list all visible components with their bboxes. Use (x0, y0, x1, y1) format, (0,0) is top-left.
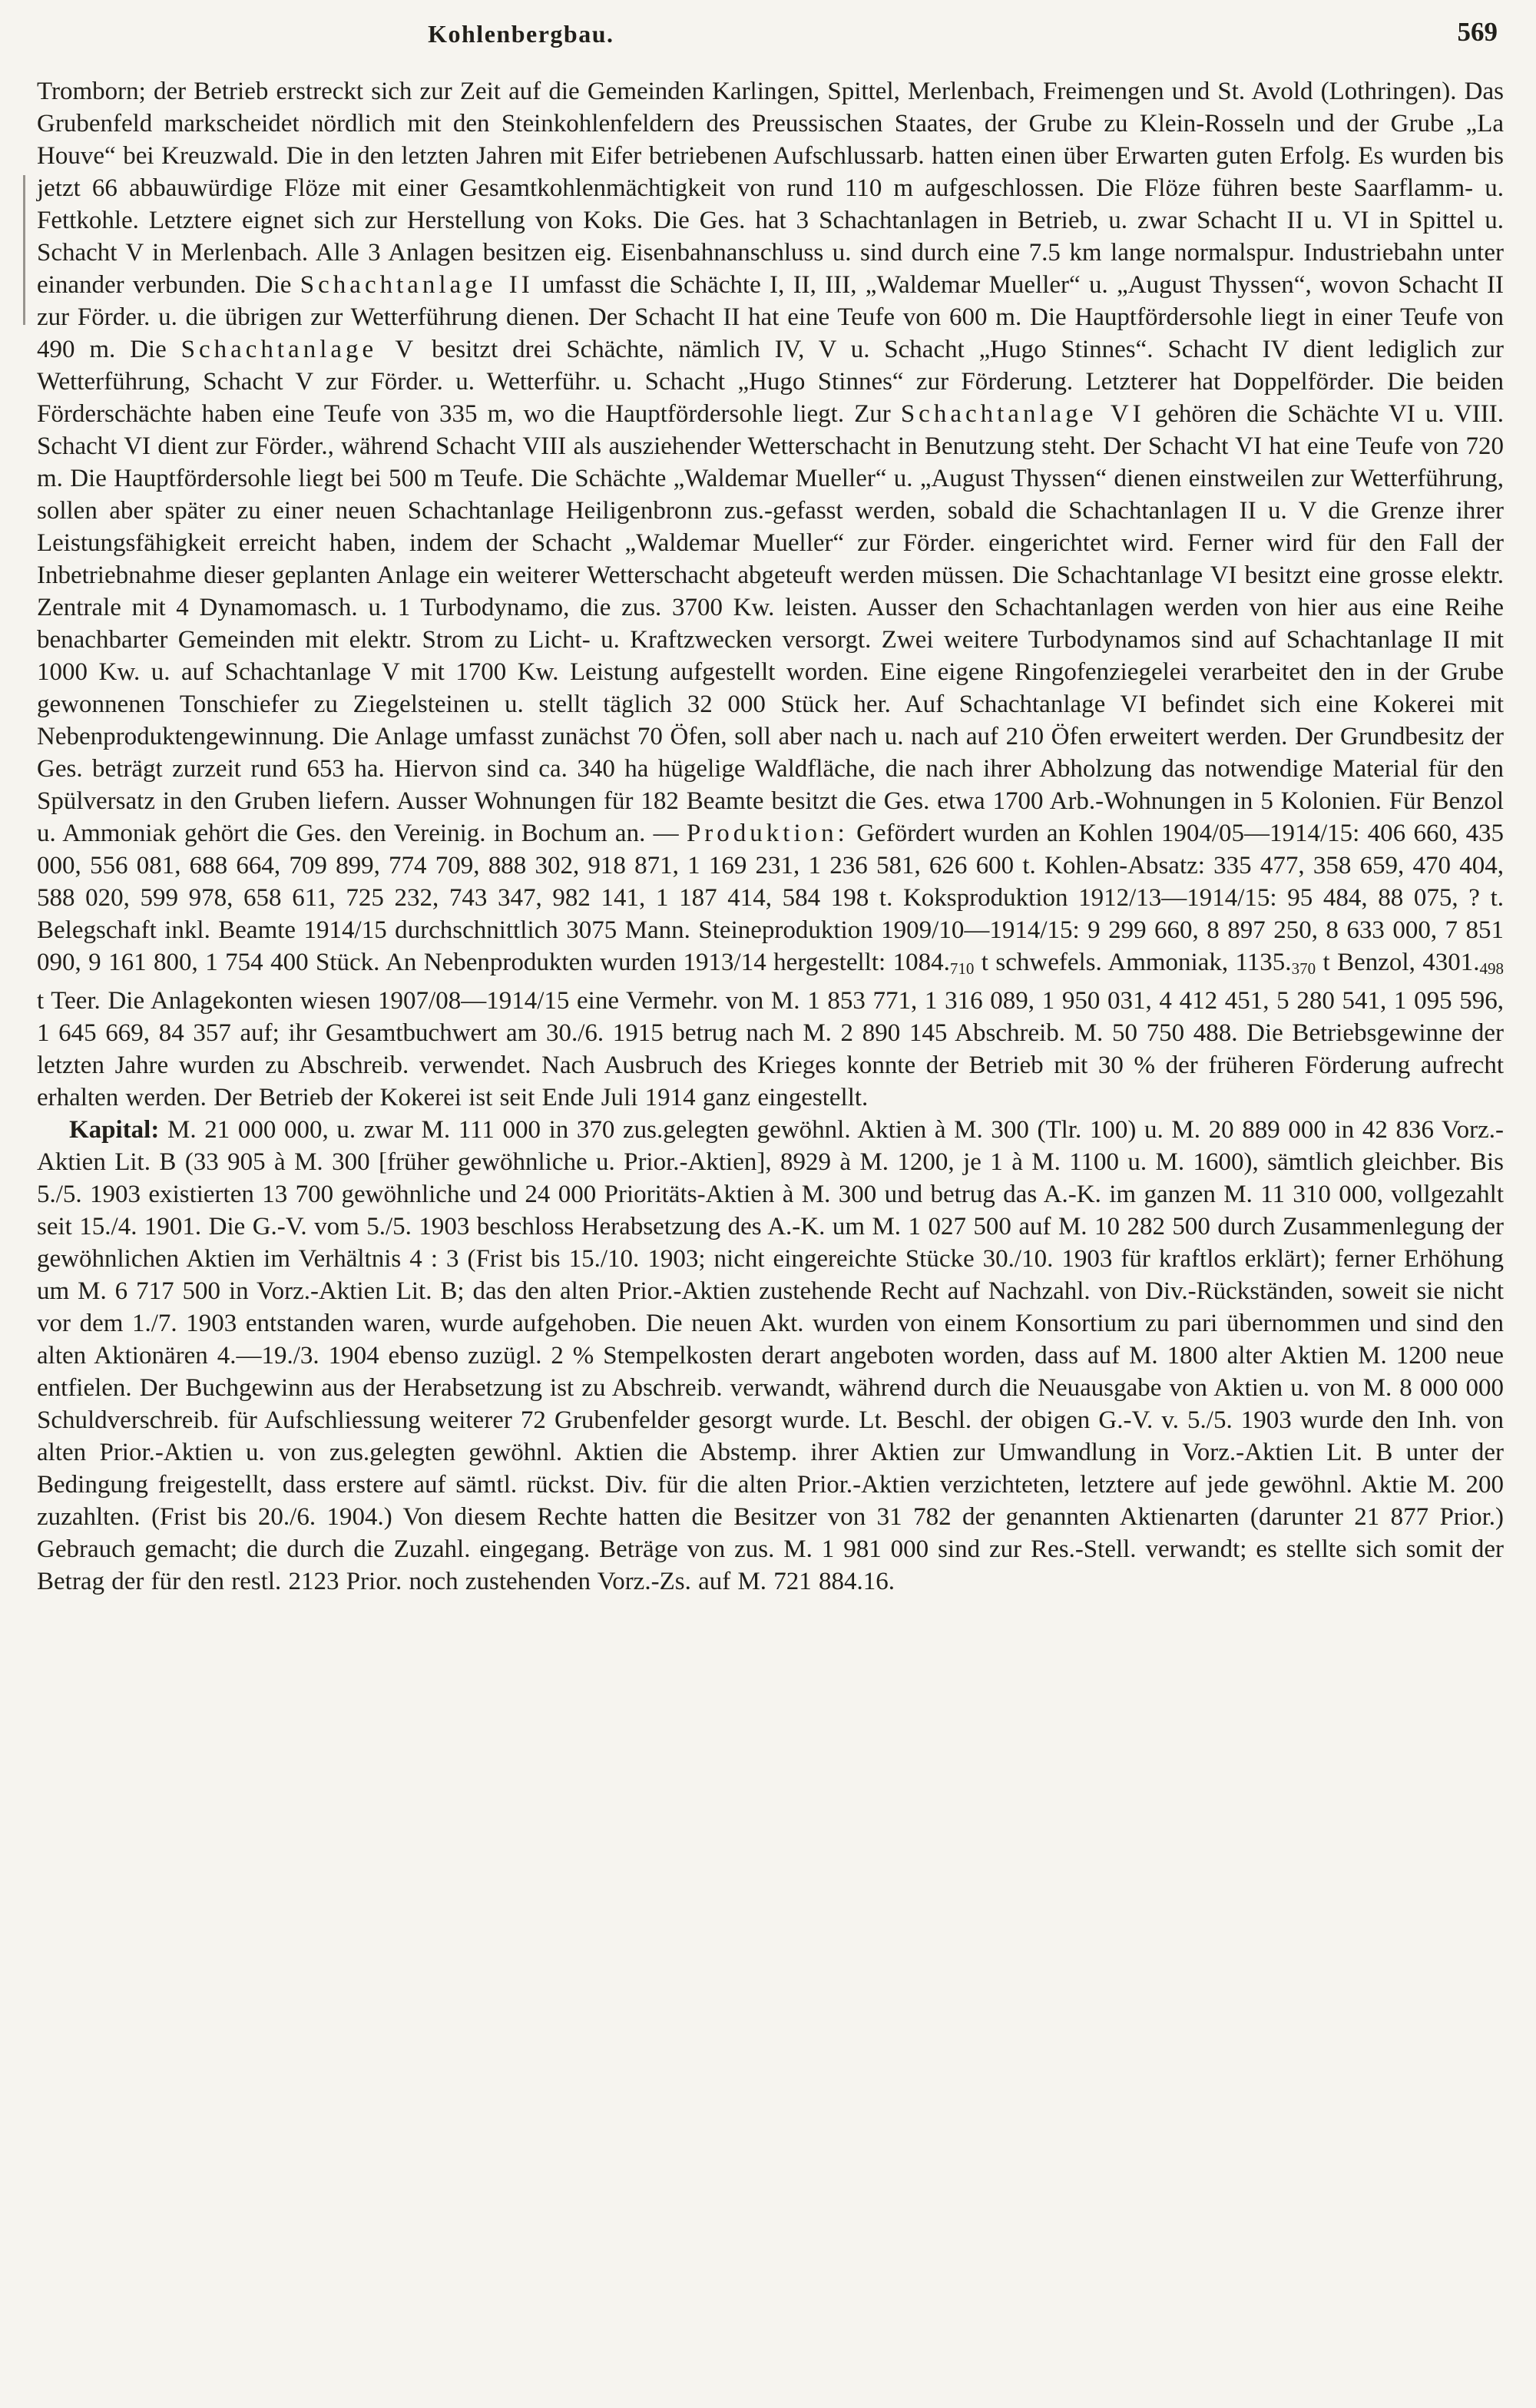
page-title: Kohlenbergbau. (428, 20, 614, 48)
text-run-spaced: Produktion: (686, 820, 849, 847)
paragraph-tromborn (37, 75, 1504, 1114)
body-text (37, 75, 1504, 1598)
text-run-sub: 370 (1291, 959, 1316, 978)
text-run-sub: 710 (949, 959, 975, 978)
text-run: t schwefels. Ammoniak, 1135. (974, 949, 1292, 976)
text-run: umfasst die Schächte I, II, III, „Waldemar Mueller“ u. „August Thyssen“, wovon Schacht II zur Förder. u. die übrigen zur Wetterführung dienen. Der Schacht II hat eine Teufe von 600 m. Die Hauptfördersohle liegt in einer Teufe von 490 m. Die (37, 271, 1504, 363)
page-number: 569 (1457, 17, 1498, 47)
text-run: t Benzol, 4301. (1316, 949, 1480, 976)
text-run: Gefördert wurden an Kohlen 1904/05—1914/15: 406 660, 435 000, 556 081, 688 664, 709 899, 774 709, 888 302, 918 871, 1 169 231, 1 236 581, 626 600 t. Kohlen-Absatz: 335 477, 358 659, 470 404, 588 020, 599 978, 658 611, 725 232, 743 347, 982 141, 1 187 414, 584 198 t. Koksproduktion 1912/13—1914/15: 95 484, 88 075, ? t. Belegschaft inkl. Beamte 1914/15 durchschnittlich 3075 Mann. Steineproduktion 1909/10—1914/15: 9 299 660, 8 897 250, 8 633 000, 7 851 090, 9 161 800, 1 754 400 Stück. An Nebenprodukten wurden 1913/14 hergestellt: 1084. (37, 820, 1505, 976)
text-run: besitzt drei Schächte, nämlich IV, V u. Schacht „Hugo Stinnes“. Schacht IV dient lediglich zur Wetterführung, Schacht V zur Förder. u. Wetterführ. u. Schacht „Hugo Stinnes“ zur Förderung. Letzterer hat Doppelförder. Die beiden Förderschächte haben eine Teufe von 335 m, wo die Hauptfördersohle liegt. Zur (37, 336, 1504, 428)
text-run: t Teer. Die Anlagekonten wiesen 1907/08—1914/15 eine Vermehr. von M. 1 853 771, 1 316 089, 1 950 031, 4 412 451, 5 280 541, 1 095 596, 1 645 669, 84 357 auf; ihr Gesamtbuchwert am 30./6. 1915 betrug nach M. 2 890 145 Abschreib. M. 50 750 488. Die Betriebsgewinne der letzten Jahre wurden zu Abschreib. verwendet. Nach Ausbruch des Krieges konnte der Betrieb mit 30 % der früheren Förderung aufrecht erhalten werden. Der Betrieb der Kokerei ist seit Ende Juli 1914 ganz eingestellt. (37, 987, 1504, 1111)
paragraph-kapital (37, 1114, 1504, 1598)
text-run-sub: 498 (1479, 959, 1504, 978)
text-run-spaced: Schachtanlage V (180, 336, 418, 363)
scan-artifact-line (23, 175, 25, 325)
text-run-spaced: Schachtanlage VI (900, 400, 1145, 428)
text-run-spaced: Schachtanlage II (300, 271, 534, 299)
running-header (37, 17, 1504, 58)
text-run-bold: Kapital: (69, 1116, 160, 1144)
text-run: Tromborn; der Betrieb erstreckt sich zur Zeit auf die Gemeinden Karlingen, Spittel, Merlenbach, Freimengen und St. Avold (Lothringen). Das Grubenfeld markscheidet nördlich mit den Steinkohlenfeldern des Preussischen Staates, der Grube zu Klein-Rosseln und der Grube „La Houve“ bei Kreuzwald. Die in den letzten Jahren mit Eifer betriebenen Aufschlussarb. hatten einen über Erwarten guten Erfolg. Es wurden bis jetzt 66 abbauwürdige Flöze mit einer Gesamtkohlenmächtigkeit von rund 110 m aufgeschlossen. Die Flöze führen beste Saarflamm- u. Fettkohle. Letztere eignet sich zur Herstellung von Koks. Die Ges. hat 3 Schachtanlagen in Betrieb, u. zwar Schacht II u. VI in Spittel u. Schacht V in Merlenbach. Alle 3 Anlagen besitzen eig. Eisenbahnanschluss u. sind durch eine 7.5 km lange normalspur. Industriebahn unter einander verbunden. Die (37, 78, 1504, 299)
text-run: M. 21 000 000, u. zwar M. 111 000 in 370 zus.gelegten gewöhnl. Aktien à M. 300 (Tlr. 100) u. M. 20 889 000 in 42 836 Vorz.-Aktien Lit. B (33 905 à M. 300 [früher gewöhnliche u. Prior.-Aktien], 8929 à M. 1200, je 1 à M. 1100 u. M. 1600), sämtlich gleichber. Bis 5./5. 1903 existierten 13 700 gewöhnliche und 24 000 Prioritäts-Aktien à M. 300 und betrug das A.-K. im ganzen M. 11 310 000, vollgezahlt seit 15./4. 1901. Die G.-V. vom 5./5. 1903 beschloss Herabsetzung des A.-K. um M. 1 027 500 auf M. 10 282 500 durch Zusammenlegung der gewöhnlichen Aktien im Verhältnis 4 : 3 (Frist bis 15./10. 1903; nicht eingereichte Stücke 30./10. 1903 für kraftlos erklärt); ferner Erhöhung um M. 6 717 500 in Vorz.-Aktien Lit. B; das den alten Prior.-Aktien zustehende Recht auf Nachzahl. von Div.-Rückständen, soweit sie nicht vor dem 1./7. 1903 entstanden waren, wurde aufgehoben. Die neuen Akt. wurden von einem Konsortium zu pari übernommen und sind den alten Aktionären 4.—19./3. 1904 ebenso zuzügl. 2 % Stempelkosten derart angeboten worden, dass auf M. 1800 alter Aktien M. 1200 neue entfielen. Der Buchgewinn aus der Herabsetzung ist zu Abschreib. verwandt, während durch die Neuausgabe von Aktien u. von M. 8 000 000 Schuldverschreib. für Aufschliessung weiterer 72 Grubenfelder gesorgt wurde. Lt. Beschl. der obigen G.-V. v. 5./5. 1903 wurde den Inh. von alten Prior.-Aktien u. von zus.gelegten gewöhnl. Aktien die Abstemp. ihrer Aktien zur Umwandlung in Vorz.-Aktien Lit. B unter der Bedingung freigestellt, dass erstere auf sämtl. rückst. Div. für die alten Prior.-Aktien verzichteten, letztere auf jede gewöhnl. Aktie M. 200 zuzahlten. (Frist bis 20./6. 1904.) Von diesem Rechte hatten die Besitzer von 31 782 der genannten Aktienarten (darunter 21 877 Prior.) Gebrauch gemacht; die durch die Zuzahl. eingegang. Beträge von zus. M. 1 981 000 sind zur Res.-Stell. verwandt; es stellte sich somit der Betrag der für den restl. 2123 Prior. noch zustehenden Vorz.-Zs. auf M. 721 884.16. (37, 1116, 1504, 1595)
text-run: gehören die Schächte VI u. VIII. Schacht VI dient zur Förder., während Schacht VIII als ausziehender Wetterschacht in Benutzung steht. Der Schacht VI hat eine Teufe von 720 m. Die Hauptfördersohle liegt bei 500 m Teufe. Die Schächte „Waldemar Mueller“ u. „August Thyssen“ dienen einstweilen zur Wetterführung, sollen aber später zu einer neuen Schachtanlage Heiligenbronn zus.-gefasst werden, sobald die Schachtanlagen II u. V die Grenze ihrer Leistungsfähigkeit erreicht haben, indem der Schacht „Waldemar Mueller“ zur Förder. eingerichtet wird. Ferner wird für den Fall der Inbetriebnahme dieser geplanten Anlage ein weiterer Wetterschacht abgeteuft werden müssen. Die Schachtanlage VI besitzt eine grosse elektr. Zentrale mit 4 Dynamomasch. u. 1 Turbodynamo, die zus. 3700 Kw. leisten. Ausser den Schachtanlagen werden von hier aus eine Reihe benachbarter Gemeinden mit elektr. Strom zu Licht- u. Kraftzwecken versorgt. Zwei weitere Turbodynamos sind auf Schachtanlage II mit 1000 Kw. u. auf Schachtanlage V mit 1700 Kw. Leistung aufgestellt worden. Eine eigene Ringofenziegelei verarbeitet den in der Grube gewonnenen Tonschiefer zu Ziegelsteinen u. stellt täglich 32 000 Stück her. Auf Schachtanlage VI befindet sich eine Kokerei mit Nebenproduktengewinnung. Die Anlage umfasst zunächst 70 Öfen, soll aber nach u. nach auf 210 Öfen erweitert werden. Der Grundbesitz der Ges. beträgt zurzeit rund 653 ha. Hiervon sind ca. 340 ha hügelige Waldfläche, die nach ihrer Abholzung das notwendige Material für den Spülversatz in den Gruben liefern. Ausser Wohnungen für 182 Beamte besitzt die Ges. etwa 1700 Arb.-Wohnungen in 5 Kolonien. Für Benzol u. Ammoniak gehört die Ges. den Vereinig. in Bochum an. — (37, 400, 1505, 847)
